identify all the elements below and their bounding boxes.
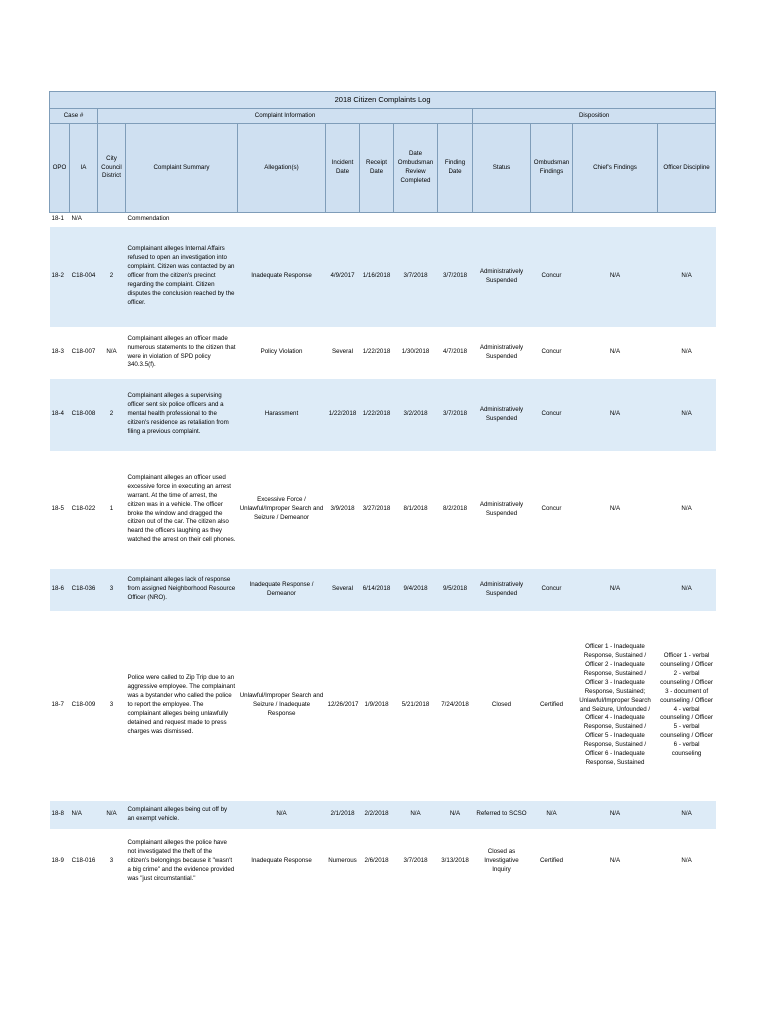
cell-chiefs-findings: N/A bbox=[573, 379, 658, 451]
cell-ombudsman-findings bbox=[531, 213, 573, 227]
col-officer-discipline: Officer Discipline bbox=[658, 124, 716, 213]
cell-receipt-date: 2/2/2018 bbox=[360, 801, 394, 829]
table-title: 2018 Citizen Complaints Log bbox=[50, 92, 716, 109]
col-opo: OPO bbox=[50, 124, 70, 213]
cell-finding-date: N/A bbox=[438, 801, 473, 829]
cell-allegations: Unlawful/Improper Search and Seizure / Inadequate Response bbox=[238, 611, 326, 801]
cell-ombudsman-findings: Concur bbox=[531, 327, 573, 379]
col-chiefs-findings: Chief's Findings bbox=[573, 124, 658, 213]
cell-opo: 18-2 bbox=[50, 227, 70, 327]
cell-allegations: Inadequate Response bbox=[238, 829, 326, 895]
cell-receipt-date: 1/22/2018 bbox=[360, 379, 394, 451]
col-district: City Council District bbox=[98, 124, 126, 213]
cell-allegations: Inadequate Response bbox=[238, 227, 326, 327]
cell-chiefs-findings: N/A bbox=[573, 569, 658, 611]
col-finding-date: Finding Date bbox=[438, 124, 473, 213]
cell-chiefs-findings bbox=[573, 213, 658, 227]
cell-finding-date: 9/5/2018 bbox=[438, 569, 473, 611]
cell-summary: Commendation bbox=[126, 213, 238, 227]
group-case: Case # bbox=[50, 109, 98, 124]
cell-status: Closed as Investigative Inquiry bbox=[473, 829, 531, 895]
cell-summary: Complainant alleges an officer used excessive force in executing an arrest warrant. At the time of arrest, the citizen was in a vehicle. The officer broke the window and dragged the citizen out of the car. The citizen also heard the officers laughing as they watched the arrest on their cell phones. bbox=[126, 451, 238, 569]
cell-ombudsman-findings: Concur bbox=[531, 379, 573, 451]
cell-incident-date: Several bbox=[326, 327, 360, 379]
cell-officer-discipline: Officer 1 - verbal counseling / Officer 2 - verbal counseling / Officer 3 - document of counseling / Officer 4 - verbal counseling / Officer 5 - verbal counseling / Officer 6 - verbal counseling bbox=[658, 611, 716, 801]
cell-opo: 18-6 bbox=[50, 569, 70, 611]
cell-officer-discipline: N/A bbox=[658, 227, 716, 327]
cell-opo: 18-4 bbox=[50, 379, 70, 451]
cell-allegations: Excessive Force / Unlawful/Improper Search and Seizure / Demeanor bbox=[238, 451, 326, 569]
table-row bbox=[50, 801, 716, 829]
cell-district: 3 bbox=[98, 569, 126, 611]
cell-finding-date: 3/7/2018 bbox=[438, 379, 473, 451]
col-ombudsman-findings: Ombudsman Findings bbox=[531, 124, 573, 213]
cell-finding-date: 4/7/2018 bbox=[438, 327, 473, 379]
cell-review-date bbox=[394, 213, 438, 227]
col-incident-date: Incident Date bbox=[326, 124, 360, 213]
cell-ombudsman-findings: Concur bbox=[531, 227, 573, 327]
cell-opo: 18-3 bbox=[50, 327, 70, 379]
cell-chiefs-findings: Officer 1 - Inadequate Response, Sustained / Officer 2 - Inadequate Response, Sustained / Officer 3 - Inadequate Response, Sustained; Unlawful/Improper Search and Seizure, Unfounded / Officer 4 - Inadequate Response, Sustained / Officer 5 - Inadequate Response, Sustained / Officer 6 - Inadequate Response, Sustained bbox=[573, 611, 658, 801]
complaints-log-table bbox=[49, 91, 716, 895]
cell-district: 3 bbox=[98, 611, 126, 801]
cell-status: Closed bbox=[473, 611, 531, 801]
table-row bbox=[50, 829, 716, 895]
cell-district: 1 bbox=[98, 451, 126, 569]
cell-ia: C18-009 bbox=[70, 611, 98, 801]
cell-finding-date: 7/24/2018 bbox=[438, 611, 473, 801]
cell-opo: 18-5 bbox=[50, 451, 70, 569]
cell-review-date: 8/1/2018 bbox=[394, 451, 438, 569]
cell-status: Administratively Suspended bbox=[473, 569, 531, 611]
cell-ombudsman-findings: Concur bbox=[531, 569, 573, 611]
cell-allegations: Inadequate Response / Demeanor bbox=[238, 569, 326, 611]
table-row bbox=[50, 213, 716, 227]
col-summary: Complaint Summary bbox=[126, 124, 238, 213]
cell-review-date: 1/30/2018 bbox=[394, 327, 438, 379]
cell-summary: Complainant alleges being cut off by an exempt vehicle. bbox=[126, 801, 238, 829]
cell-chiefs-findings: N/A bbox=[573, 227, 658, 327]
group-complaint-information: Complaint Information bbox=[98, 109, 473, 124]
cell-review-date: 3/7/2018 bbox=[394, 829, 438, 895]
cell-summary: Complainant alleges Internal Affairs refused to open an investigation into complaint. Citizen was contacted by an officer from the citizen's precinct regarding the complaint. Citizen disputes the conclusion reached by the officer. bbox=[126, 227, 238, 327]
table-header bbox=[50, 92, 716, 213]
cell-ia: N/A bbox=[70, 213, 98, 227]
col-review-date: Date Ombudsman Review Completed bbox=[394, 124, 438, 213]
cell-incident-date: Several bbox=[326, 569, 360, 611]
cell-district bbox=[98, 213, 126, 227]
table-row bbox=[50, 227, 716, 327]
cell-review-date: 9/4/2018 bbox=[394, 569, 438, 611]
cell-incident-date: 2/1/2018 bbox=[326, 801, 360, 829]
cell-opo: 18-7 bbox=[50, 611, 70, 801]
cell-district: N/A bbox=[98, 327, 126, 379]
col-status: Status bbox=[473, 124, 531, 213]
table-row bbox=[50, 379, 716, 451]
col-allegations: Allegation(s) bbox=[238, 124, 326, 213]
cell-officer-discipline: N/A bbox=[658, 829, 716, 895]
cell-review-date: 5/21/2018 bbox=[394, 611, 438, 801]
col-ia: IA bbox=[70, 124, 98, 213]
cell-opo: 18-1 bbox=[50, 213, 70, 227]
table-body bbox=[50, 213, 716, 895]
cell-incident-date: Numerous bbox=[326, 829, 360, 895]
cell-summary: Complainant alleges an officer made numerous statements to the citizen that were in violation of SPD policy 340.3.5(f). bbox=[126, 327, 238, 379]
cell-finding-date: 3/7/2018 bbox=[438, 227, 473, 327]
cell-summary: Complainant alleges the police have not investigated the theft of the citizen's belongings because it "wasn't a big crime" and the evidence provided was "just circumstantial." bbox=[126, 829, 238, 895]
cell-ia: C18-004 bbox=[70, 227, 98, 327]
cell-finding-date: 8/2/2018 bbox=[438, 451, 473, 569]
cell-officer-discipline: N/A bbox=[658, 569, 716, 611]
cell-chiefs-findings: N/A bbox=[573, 829, 658, 895]
cell-chiefs-findings: N/A bbox=[573, 801, 658, 829]
table-row bbox=[50, 451, 716, 569]
cell-allegations: N/A bbox=[238, 801, 326, 829]
cell-district: 2 bbox=[98, 379, 126, 451]
cell-district: 3 bbox=[98, 829, 126, 895]
cell-officer-discipline: N/A bbox=[658, 379, 716, 451]
cell-district: 2 bbox=[98, 227, 126, 327]
cell-incident-date: 4/9/2017 bbox=[326, 227, 360, 327]
cell-chiefs-findings: N/A bbox=[573, 451, 658, 569]
cell-review-date: N/A bbox=[394, 801, 438, 829]
table-row bbox=[50, 327, 716, 379]
cell-receipt-date: 1/22/2018 bbox=[360, 327, 394, 379]
cell-ia: C18-016 bbox=[70, 829, 98, 895]
cell-ia: C18-007 bbox=[70, 327, 98, 379]
cell-incident-date: 1/22/2018 bbox=[326, 379, 360, 451]
cell-allegations bbox=[238, 213, 326, 227]
cell-status: Administratively Suspended bbox=[473, 327, 531, 379]
cell-officer-discipline: N/A bbox=[658, 451, 716, 569]
cell-status: Referred to SCSO bbox=[473, 801, 531, 829]
cell-finding-date bbox=[438, 213, 473, 227]
cell-status: Administratively Suspended bbox=[473, 227, 531, 327]
cell-incident-date bbox=[326, 213, 360, 227]
cell-ia: C18-036 bbox=[70, 569, 98, 611]
group-disposition: Disposition bbox=[473, 109, 716, 124]
cell-receipt-date: 3/27/2018 bbox=[360, 451, 394, 569]
cell-summary: Police were called to Zip Trip due to an aggressive employee. The complainant was a bystander who called the police to report the employee. The complainant alleges being unlawfully detained and request made to press charges was dismissed. bbox=[126, 611, 238, 801]
cell-chiefs-findings: N/A bbox=[573, 327, 658, 379]
cell-receipt-date: 2/6/2018 bbox=[360, 829, 394, 895]
cell-incident-date: 12/26/2017 bbox=[326, 611, 360, 801]
cell-officer-discipline bbox=[658, 213, 716, 227]
cell-receipt-date: 1/16/2018 bbox=[360, 227, 394, 327]
cell-ia: C18-008 bbox=[70, 379, 98, 451]
cell-incident-date: 3/9/2018 bbox=[326, 451, 360, 569]
cell-status bbox=[473, 213, 531, 227]
cell-status: Administratively Suspended bbox=[473, 379, 531, 451]
cell-status: Administratively Suspended bbox=[473, 451, 531, 569]
cell-receipt-date: 1/9/2018 bbox=[360, 611, 394, 801]
cell-allegations: Harassment bbox=[238, 379, 326, 451]
cell-ombudsman-findings: Certified bbox=[531, 611, 573, 801]
cell-ombudsman-findings: Certified bbox=[531, 829, 573, 895]
cell-opo: 18-9 bbox=[50, 829, 70, 895]
cell-receipt-date bbox=[360, 213, 394, 227]
cell-officer-discipline: N/A bbox=[658, 801, 716, 829]
cell-receipt-date: 6/14/2018 bbox=[360, 569, 394, 611]
cell-ombudsman-findings: Concur bbox=[531, 451, 573, 569]
col-receipt-date: Receipt Date bbox=[360, 124, 394, 213]
cell-allegations: Policy Violation bbox=[238, 327, 326, 379]
cell-summary: Complainant alleges a supervising officer sent six police officers and a mental health professional to the citizen's residence as retaliation from filing a previous complaint. bbox=[126, 379, 238, 451]
cell-summary: Complainant alleges lack of response from assigned Neighborhood Resource Officer (NRO). bbox=[126, 569, 238, 611]
cell-opo: 18-8 bbox=[50, 801, 70, 829]
table-row bbox=[50, 569, 716, 611]
cell-officer-discipline: N/A bbox=[658, 327, 716, 379]
table-row bbox=[50, 611, 716, 801]
cell-ia: N/A bbox=[70, 801, 98, 829]
cell-district: N/A bbox=[98, 801, 126, 829]
cell-ia: C18-022 bbox=[70, 451, 98, 569]
cell-review-date: 3/2/2018 bbox=[394, 379, 438, 451]
cell-finding-date: 3/13/2018 bbox=[438, 829, 473, 895]
cell-ombudsman-findings: N/A bbox=[531, 801, 573, 829]
cell-review-date: 3/7/2018 bbox=[394, 227, 438, 327]
